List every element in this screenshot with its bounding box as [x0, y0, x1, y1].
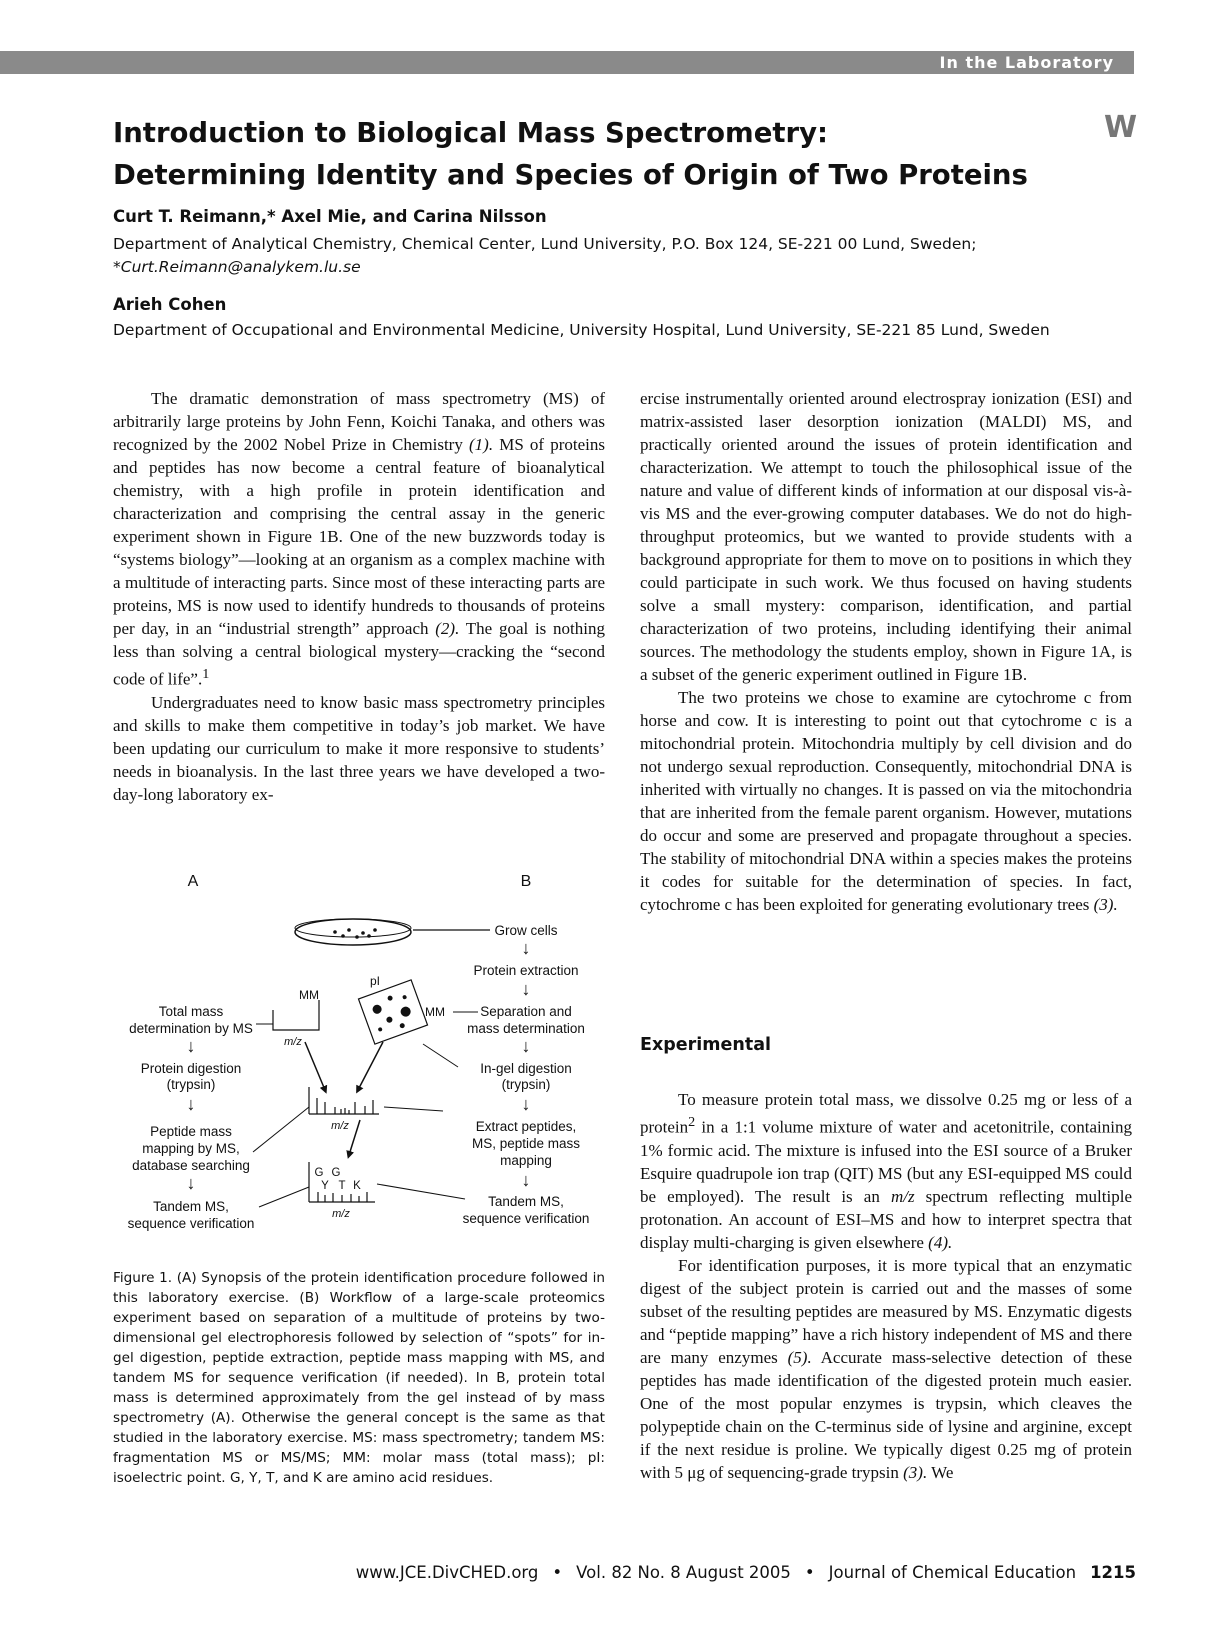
arrow-to-peptide-spectrum	[358, 1042, 383, 1090]
title-line-1: Introduction to Biological Mass Spectrometry:	[113, 117, 828, 149]
b-step-protein-extraction: Protein extraction	[473, 963, 579, 978]
citation: (5).	[787, 1347, 812, 1367]
affiliation-2: Department of Occupational and Environmental Medicine, University Hospital, Lund University, SE-221 85 Lund, Sweden	[113, 321, 1050, 339]
author-list-1: Curt T. Reimann,* Axel Mie, and Carina Nilsson	[113, 207, 547, 226]
bullet-separator: •	[804, 1563, 815, 1582]
mm-label-gel: MM	[425, 1005, 445, 1019]
paragraph	[640, 1088, 1132, 1254]
down-arrow-icon: ↓	[186, 1036, 196, 1056]
arrow-to-tandem-spectrum	[349, 1120, 360, 1155]
citation: (2).	[435, 619, 460, 638]
text-run: The goal is nothing less than solving a central biological mystery—cracking the “second code of life”.	[113, 619, 605, 689]
article-title	[113, 112, 1113, 196]
journal-issue: Vol. 82 No. 8 August 2005	[576, 1563, 791, 1582]
a-step-protein-digestion: Protein digestion	[140, 1061, 242, 1076]
text-run: To measure protein total mass, we dissolve 0.25 mg or less of a protein	[640, 1090, 1132, 1137]
figure-1-workflow-diagram	[113, 862, 605, 1242]
leader-line	[377, 1184, 465, 1199]
citation: (4).	[928, 1232, 953, 1252]
a-step-mapping: mapping by MS,	[142, 1141, 240, 1156]
text-run: spectrum reflecting multiple protonation. An account of ESI–MS and how to interpret spectra that display multi-charging is given elsewhere	[640, 1186, 1132, 1252]
pi-label: pI	[369, 974, 381, 988]
footnote-marker: 1	[202, 666, 210, 682]
b-step-mapping: mapping	[500, 1153, 552, 1168]
a-step-trypsin: (trypsin)	[166, 1077, 216, 1092]
panel-label-a: A	[187, 873, 199, 890]
b-step-trypsin: (trypsin)	[501, 1077, 551, 1092]
b-step-sequence-verification: sequence verification	[462, 1211, 590, 1226]
2d-gel-icon	[358, 980, 427, 1044]
text-run: Accurate mass-selective detection of these peptides has made identification of the digested protein much easier. One of the most popular enzymes is trypsin, which cleaves the polypeptide chain on the C-terminus side of lysine and arginine, except if the next residue is proline. We typically digest 0.25 mg of protein with 5 μg of sequencing-grade trypsin	[640, 1347, 1132, 1482]
a-step-database: database searching	[132, 1158, 250, 1173]
affiliation-1-text: Department of Analytical Chemistry, Chemical Center, Lund University, P.O. Box 124, SE-221 00 Lund, Sweden;	[113, 235, 977, 253]
mm-label: MM	[299, 988, 319, 1002]
page-number: 1215	[1090, 1563, 1136, 1582]
text-run: The two proteins we chose to examine are cytochrome c from horse and cow. It is interesting to point out that cytochrome c is a mitochondrial protein. Mitochondria multiply by cell division and do not undergo sexual reproduction. Consequently, mitochondrial DNA is inherited with virtually no changes. It is passed on via the mitochondria that are inherited from the female parent organism. However, mutations do occur and some are preserved and propagate throughout a species. The stability of mitochondrial DNA within a species makes the proteins it codes for suitable for the determination of species. In fact, cytochrome c has been exploited for generating evolutionary trees	[640, 688, 1132, 914]
arrow-to-peptide-spectrum	[305, 1042, 325, 1090]
affiliation-1	[113, 233, 1133, 279]
residue-labels	[315, 1167, 362, 1192]
residue-t: T	[338, 1180, 346, 1192]
bullet-separator: •	[552, 1563, 563, 1582]
b-step-ingel-digestion: In-gel digestion	[480, 1061, 572, 1076]
text-run: The dramatic demonstration of mass spectrometry (MS) of arbitrarily large proteins by John Fenn, Koichi Tanaka, and others was recognized by the 2002 Nobel Prize in Chemistry	[113, 389, 605, 454]
text-run: We	[927, 1462, 954, 1482]
down-arrow-icon: ↓	[521, 938, 531, 958]
citation: (3).	[1093, 895, 1118, 914]
a-step-sequence-verification: sequence verification	[127, 1216, 255, 1231]
a-step-peptide-mass: Peptide mass	[150, 1124, 232, 1139]
b-step-separation: Separation and	[480, 1004, 572, 1019]
title-line-2: Determining Identity and Species of Origin of Two Proteins	[113, 159, 1028, 191]
residue-y: Y	[321, 1180, 329, 1192]
a-step-total-mass: Total mass	[158, 1004, 224, 1019]
b-step-ms-mapping: MS, peptide mass	[471, 1136, 581, 1151]
paragraph	[640, 1254, 1132, 1484]
figure-1-caption: Figure 1. (A) Synopsis of the protein identification procedure followed in this laboratory exercise. (B) Workflow of a large-scale proteomics experiment based on separation of a multitude of proteins by two-dimensional gel electrophoresis followed by selection of “spots” for in-gel digestion, peptide extraction, peptide mass mapping with MS, and tandem MS for sequence verification (if needed). In B, protein total mass is determined approximately from the gel instead of by mass spectrometry (A). Otherwise the general concept is the same as that studied in the laboratory exercise. MS: mass spectrometry; tandem MS: fragmentation MS or MS/MS; MM: molar mass (total mass); pI: isoelectric point. G, Y, T, and K are amino acid residues.	[113, 1270, 605, 1486]
citation: (1).	[469, 435, 494, 454]
section-label: In the Laboratory	[939, 53, 1114, 72]
petri-dish-icon	[295, 919, 411, 945]
down-arrow-icon: ↓	[521, 1094, 531, 1114]
residue-g: G	[314, 1167, 324, 1179]
page-footer	[356, 1563, 1136, 1582]
down-arrow-icon: ↓	[186, 1173, 196, 1193]
body-column-right-experimental	[640, 1088, 1132, 1484]
body-column-right	[640, 387, 1132, 916]
text-run: in a 1:1 volume mixture of water and acetonitrile, containing 1% formic acid. The mixture is infused into the ESI source of a Bruker Esquire quadrupole ion trap (QIT) MS (but any ESI-equipped MS could be employed). The result is an	[640, 1117, 1132, 1206]
down-arrow-icon: ↓	[521, 1170, 531, 1190]
leader-line	[259, 1187, 309, 1207]
section-header-bar	[0, 51, 1134, 74]
paragraph: ercise instrumentally oriented around electrospray ionization (ESI) and matrix-assisted laser desorption ionization (MALDI) MS, and practically oriented around the issues of protein identification and characterization. We attempt to touch the philosophical issue of the nature and value of different kinds of information at our disposal vis-à-vis MS and the ever-growing computer databases. We do not do high-throughput proteomics, but we wanted to provide students with a background appropriate for them to move on to positions in which they could participate in such work. We thus focused on having students solve a small mystery: comparison, identification, and partial characterization of two proteins, including identifying their animal sources. The methodology the students employ, shown in Figure 1A, is a subset of the generic experiment outlined in Figure 1B.	[640, 389, 1132, 684]
paragraph	[113, 387, 605, 691]
mz-label: m/z	[331, 1120, 349, 1132]
panel-label-b: B	[520, 873, 532, 890]
down-arrow-icon: ↓	[186, 1094, 196, 1114]
text-run: For identification purposes, it is more typical that an enzymatic digest of the subject protein is carried out and the masses of some subset of the resulting peptides are measured by MS. Enzymatic digests and “peptide mapping” have a rich history independent of MS and there are many enzymes	[640, 1255, 1132, 1367]
mz-label: m/z	[284, 1036, 302, 1048]
footnote-marker: 2	[688, 1114, 696, 1130]
paragraph	[640, 686, 1132, 916]
author-email: *Curt.Reimann@analykem.lu.se	[113, 258, 361, 276]
section-heading-experimental: Experimental	[640, 1035, 772, 1055]
journal-url: www.JCE.DivCHED.org	[355, 1563, 539, 1582]
paragraph: Undergraduates need to know basic mass spectrometry principles and skills to make them competitive in today’s job market. We have been updating our curriculum to make it more responsive to students’ needs in bioanalysis. In the last three years we have developed a two-day-long laboratory ex-	[113, 692, 605, 804]
math-mz: m/z	[890, 1186, 915, 1206]
leader-line	[384, 1107, 443, 1111]
total-mass-spectrum-icon	[273, 1000, 319, 1030]
a-step-total-mass-2: determination by MS	[129, 1021, 253, 1036]
leader-line	[253, 1107, 309, 1152]
leader-line	[423, 1044, 458, 1067]
residue-g: G	[331, 1167, 341, 1179]
mz-label: m/z	[332, 1208, 350, 1220]
body-column-left	[113, 387, 605, 806]
web-material-icon: W	[1104, 110, 1138, 145]
a-step-tandem-ms: Tandem MS,	[153, 1199, 229, 1214]
b-step-grow-cells: Grow cells	[494, 923, 558, 938]
b-step-separation-2: mass determination	[467, 1021, 585, 1036]
peptide-spectrum-icon	[309, 1087, 379, 1114]
down-arrow-icon: ↓	[521, 979, 531, 999]
citation: (3).	[903, 1462, 928, 1482]
b-step-extract-peptides: Extract peptides,	[475, 1119, 577, 1134]
residue-k: K	[353, 1180, 361, 1192]
journal-name: Journal of Chemical Education	[828, 1563, 1077, 1582]
text-run: MS of proteins and peptides has now become a central feature of bioanalytical chemistry, with a high profile in protein identification and characterization and comprising the central assay in the generic experiment shown in Figure 1B. One of the new buzzwords today is “systems biology”—looking at an organism as a complex machine with a multitude of interacting parts. Since most of these interacting parts are proteins, MS is now used to identify hundreds to thousands of proteins per day, in an “industrial strength” approach	[113, 435, 605, 638]
down-arrow-icon: ↓	[521, 1036, 531, 1056]
author-list-2: Arieh Cohen	[113, 295, 227, 314]
b-step-tandem-ms: Tandem MS,	[488, 1194, 564, 1209]
